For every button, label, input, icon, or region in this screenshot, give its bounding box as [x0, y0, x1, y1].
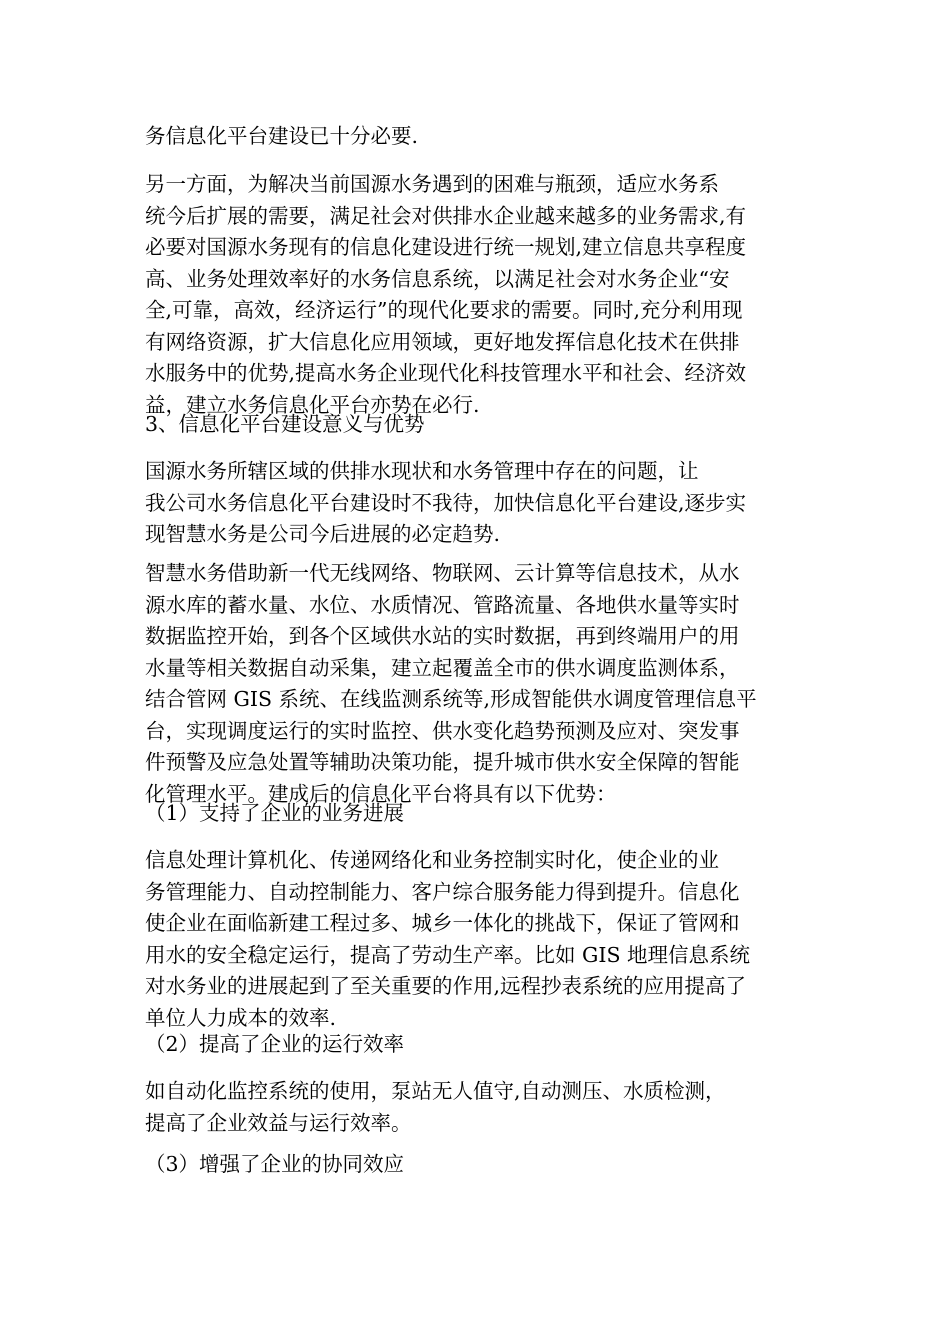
text-line: 高、业务处理效率好的水务信息系统，以满足社会对水务企业“安	[145, 266, 730, 291]
text-line: 我公司水务信息化平台建设时不我待，加快信息化平台建设,逐步实	[145, 490, 747, 515]
text-line: 益，建立水务信息化平台亦势在必行.	[145, 392, 480, 417]
text-line: 信息处理计算机化、传递网络化和业务控制实时化，使企业的业	[145, 848, 719, 872]
section-heading-3	[145, 409, 815, 441]
text-line: （3）增强了企业的协同效应	[145, 1152, 405, 1176]
text-line: 统今后扩展的需要，满足社会对供排水企业越来越多的业务需求,有	[145, 203, 747, 228]
text-line: 化管理水平。建成后的信息化平台将具有以下优势：	[145, 781, 617, 806]
paragraph-another-aspect	[145, 169, 815, 421]
text-line: 全,可靠，高效，经济运行”的现代化要求的需要。同时,充分利用现	[145, 298, 743, 322]
text-line: 必要对国源水务现有的信息化建设进行统一规划,建立信息共享程度	[145, 235, 747, 259]
paragraph-efficiency	[145, 1076, 815, 1139]
paragraph-intro-end	[145, 121, 815, 153]
text-line: 用水的安全稳定运行，提高了劳动生产率。比如 GIS 地理信息系统	[145, 942, 751, 967]
text-line: 智慧水务借助新一代无线网络、物联网、云计算等信息技术，从水	[145, 561, 740, 585]
text-line: 务管理能力、自动控制能力、客户综合服务能力得到提升。信息化	[145, 879, 740, 904]
text-line: 如自动化监控系统的使用，泵站无人值守,自动测压、水质检测，	[145, 1079, 726, 1103]
text-line: 国源水务所辖区域的供排水现状和水务管理中存在的问题，让	[145, 459, 699, 483]
text-line: 提高了企业效益与运行效率。	[145, 1110, 412, 1135]
text-line: 3、信息化平台建设意义与优势	[145, 412, 425, 436]
text-line: （2）提高了企业的运行效率	[145, 1032, 405, 1056]
text-line: 源水库的蓄水量、水位、水质情况、管路流量、各地供水量等实时	[145, 592, 740, 617]
text-line: 有网络资源，扩大信息化应用领域，更好地发挥信息化技术在供排	[145, 329, 740, 354]
text-line: 单位人力成本的效率.	[145, 1005, 337, 1030]
text-line: 对水务业的进展起到了至关重要的作用,远程抄表系统的应用提高了	[145, 974, 747, 998]
text-line: 另一方面，为解决当前国源水务遇到的困难与瓶颈，适应水务系	[145, 172, 719, 196]
list-item-heading-3	[145, 1149, 815, 1181]
list-item-heading-2	[145, 1029, 815, 1061]
text-line: 务信息化平台建设已十分必要.	[145, 124, 419, 148]
text-line: 现智慧水务是公司今后进展的必定趋势.	[145, 522, 501, 546]
text-line: 件预警及应急处置等辅助决策功能，提升城市供水安全保障的智能	[145, 750, 740, 774]
text-line: 水服务中的优势,提高水务企业现代化科技管理水平和社会、经济效	[145, 361, 747, 385]
list-item-heading-1	[145, 798, 815, 830]
paragraph-business-support	[145, 845, 815, 1034]
text-line: 水量等相关数据自动采集，建立起覆盖全市的供水调度监测体系，	[145, 655, 740, 680]
paragraph-smart-water	[145, 558, 815, 810]
text-line: 结合管网 GIS 系统、在线监测系统等,形成智能供水调度管理信息平	[145, 687, 757, 711]
text-line: 台，实现调度运行的实时监控、供水变化趋势预测及应对、突发事	[145, 718, 740, 743]
paragraph-guoyuan-status	[145, 456, 815, 551]
text-line: 数据监控开始，到各个区域供水站的实时数据，再到终端用户的用	[145, 624, 740, 648]
text-line: 使企业在面临新建工程过多、城乡一体化的挑战下，保证了管网和	[145, 911, 740, 935]
text-line: （1）支持了企业的业务进展	[145, 801, 405, 825]
